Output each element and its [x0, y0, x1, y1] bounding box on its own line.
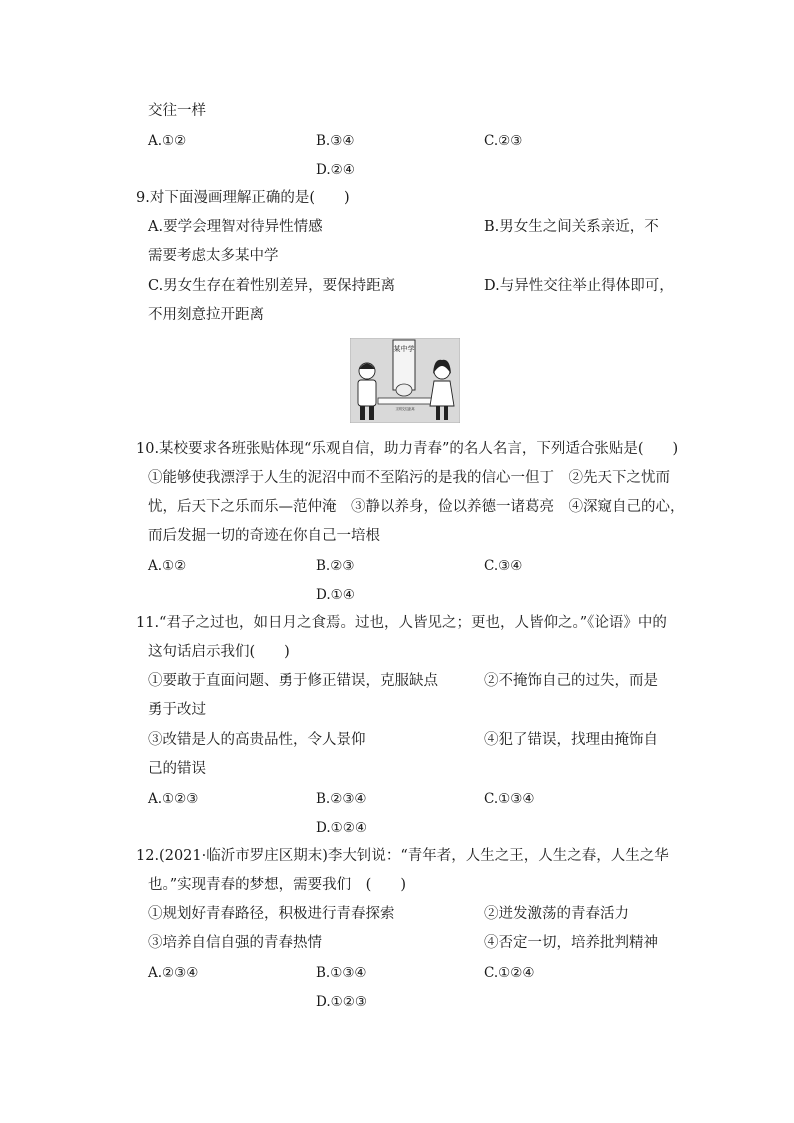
- q9-option-b-cont: 需要考虑太多某中学: [148, 248, 279, 264]
- q11-statement-4: ④犯了错误，找理由掩饰自: [484, 732, 658, 748]
- q10-option-d: D.①④: [316, 587, 355, 603]
- q11-option-a: A.①②③: [148, 791, 199, 807]
- q8-option-b: B.③④: [316, 133, 355, 149]
- q11-stem-line-2: 这句话启示我们( ): [148, 644, 290, 660]
- q11-option-b: B.②③④: [316, 791, 367, 807]
- q9-option-d: D.与异性交往举止得体即可，: [484, 278, 674, 294]
- q10-option-a: A.①②: [148, 558, 187, 574]
- q12-stem-line-1: 12.(2021·临沂市罗庄区期末)李大钊说：“青年者，人生之王，人生之春，人生之华: [136, 848, 669, 864]
- q12-statement-2: ②迸发激荡的青春活力: [484, 906, 629, 922]
- q9-option-b: B.男女生之间关系亲近，不: [484, 219, 659, 235]
- q12-statement-4: ④否定一切，培养批判精神: [484, 935, 658, 951]
- q12-stem-line-2: 也。”实现青春的梦想，需要我们 ( ): [148, 877, 406, 893]
- q8-option-c: C.②③: [484, 133, 523, 149]
- q12-option-d: D.①②③: [316, 994, 367, 1010]
- q11-stem-line-1: 11.“君子之过也，如日月之食焉。过也，人皆见之；更也，人皆仰之。”《论语》中的: [136, 615, 667, 631]
- q11-statement-4-cont: 己的错误: [148, 761, 206, 777]
- q8-option-a: A.①②: [148, 133, 187, 149]
- q9-stem: 9.对下面漫画理解正确的是( ): [136, 190, 350, 206]
- q12-option-c: C.①②④: [484, 965, 535, 981]
- q11-statement-3: ③改错是人的高贵品性，令人景仰: [148, 732, 366, 748]
- q9-option-a: A.要学会理智对待异性情感: [148, 219, 323, 235]
- q10-option-b: B.②③: [316, 558, 355, 574]
- hand-icon: [396, 384, 412, 396]
- q12-option-a: A.②③④: [148, 965, 199, 981]
- q10-quote-line-3: 而后发掘一切的奇迹在你自己一培根: [148, 528, 380, 544]
- q12-statement-1: ①规划好青春路径，积极进行青春探索: [148, 906, 395, 922]
- q8-option-d: D.②④: [316, 162, 355, 178]
- q11-option-d: D.①②④: [316, 820, 367, 836]
- q9-option-c: C.男女生存在着性别差异，要保持距离: [148, 278, 396, 294]
- ruler-icon: [378, 398, 432, 404]
- cartoon-illustration: [350, 338, 460, 423]
- cartoon-sign-text: 某中学: [393, 345, 415, 353]
- q10-quote-line-1: ①能够使我漂浮于人生的泥沼中而不至陷污的是我的信心一但丁 ②先天下之忧而: [148, 470, 670, 486]
- q11-option-c: C.①③④: [484, 791, 535, 807]
- cartoon-ruler-text: 文明交往距离: [395, 407, 415, 411]
- q11-statement-2-cont: 勇于改过: [148, 702, 206, 718]
- q10-stem: 10.某校要求各班张贴体现“乐观自信，助力青春”的名人名言，下列适合张贴是( ): [136, 441, 679, 457]
- q11-statement-1: ①要敢于直面问题、勇于修正错误，克服缺点: [148, 673, 438, 689]
- q12-statement-3: ③培养自信自强的青春热情: [148, 935, 322, 951]
- q8-stem-tail: 交往一样: [148, 103, 206, 119]
- q9-option-d-cont: 不用刻意拉开距离: [148, 307, 264, 323]
- q10-option-c: C.③④: [484, 558, 523, 574]
- q11-statement-2: ②不掩饰自己的过失，而是: [484, 673, 658, 689]
- q10-quote-line-2: 忧，后天下之乐而乐—范仲淹 ③静以养身，俭以养德一诸葛亮 ④深窥自己的心，: [148, 499, 685, 515]
- q12-option-b: B.①③④: [316, 965, 367, 981]
